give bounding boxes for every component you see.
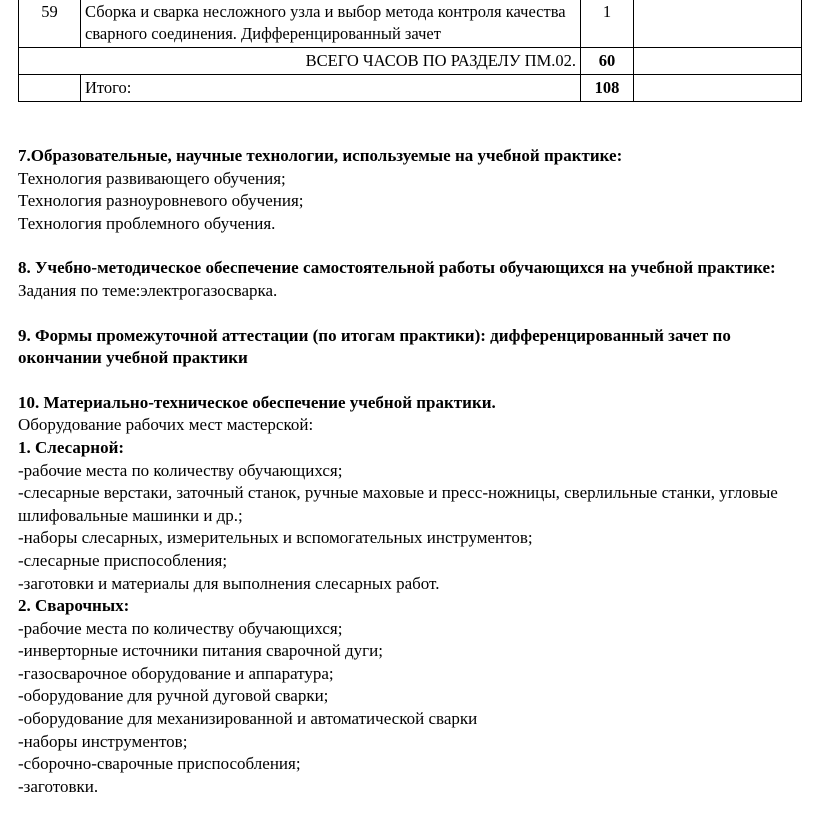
section-10-intro: Оборудование рабочих мест мастерской: [18, 415, 314, 435]
empty-cell [634, 48, 802, 75]
grand-total-hours: 108 [581, 75, 634, 102]
section-7-heading: 7.Образовательные, научные технологии, используемые на учебной практике: [18, 146, 623, 165]
empty-cell [634, 75, 802, 102]
table-row [19, 0, 802, 48]
lesson-topic: Сборка и сварка несложного узла и выбор метода контроля качества сварного соединения. Дифференцированный зачет [81, 0, 581, 48]
document-body [18, 145, 808, 798]
section-total-hours: 60 [581, 48, 634, 75]
section-9-heading: 9. Формы промежуточной аттестации (по итогам практики): дифференцированный зачет по окончании учебной практики [18, 325, 731, 368]
grand-total-label: Итого: [81, 75, 581, 102]
hours-table [18, 0, 802, 102]
lesson-number: 59 [19, 0, 81, 48]
list-item: Технология разноуровневого обучения; [18, 191, 304, 211]
list-item: -оборудование для механизированной и автоматической сварки [18, 709, 478, 729]
list-item: -рабочие места по количеству обучающихся; [18, 618, 343, 638]
list-item: -слесарные приспособления; [18, 550, 228, 570]
section-total-label: ВСЕГО ЧАСОВ ПО РАЗДЕЛУ ПМ.02. [19, 48, 581, 75]
section-10-heading: 10. Материально-техническое обеспечение учебной практики. [18, 392, 496, 412]
list-item: -наборы слесарных, измерительных и вспомогательных инструментов; [18, 528, 533, 548]
table-row [19, 75, 802, 102]
list-item: -оборудование для ручной дуговой сварки; [18, 686, 329, 706]
list-item: -инверторные источники питания сварочной дуги; [18, 641, 383, 661]
list-item: -газосварочное оборудование и аппаратура; [18, 663, 334, 683]
subsection-2-title: 2. Сварочных: [18, 596, 130, 616]
list-item: -заготовки и материалы для выполнения слесарных работ. [18, 573, 440, 593]
list-item: Технология развивающего обучения; [18, 168, 286, 188]
list-item: Технология проблемного обучения. [18, 213, 276, 233]
section-8-text: Задания по теме:электрогазосварка. [18, 280, 278, 300]
list-item: -рабочие места по количеству обучающихся; [18, 460, 343, 480]
lesson-hours: 1 [581, 0, 634, 48]
list-item: -заготовки. [18, 776, 99, 796]
section-8-heading: 8. Учебно-методическое обеспечение самостоятельной работы обучающихся на учебной практике: [18, 258, 776, 278]
list-item: -наборы инструментов; [18, 731, 188, 751]
list-item: -слесарные верстаки, заточный станок, ручные маховые и пресс-ножницы, сверлильные станки, угловые шлифовальные машинки и др.; [18, 483, 778, 525]
subsection-1-title: 1. Слесарной: [18, 437, 125, 457]
empty-cell [634, 0, 802, 48]
table-row [19, 48, 802, 75]
list-item: -сборочно-сварочные приспособления; [18, 754, 301, 774]
